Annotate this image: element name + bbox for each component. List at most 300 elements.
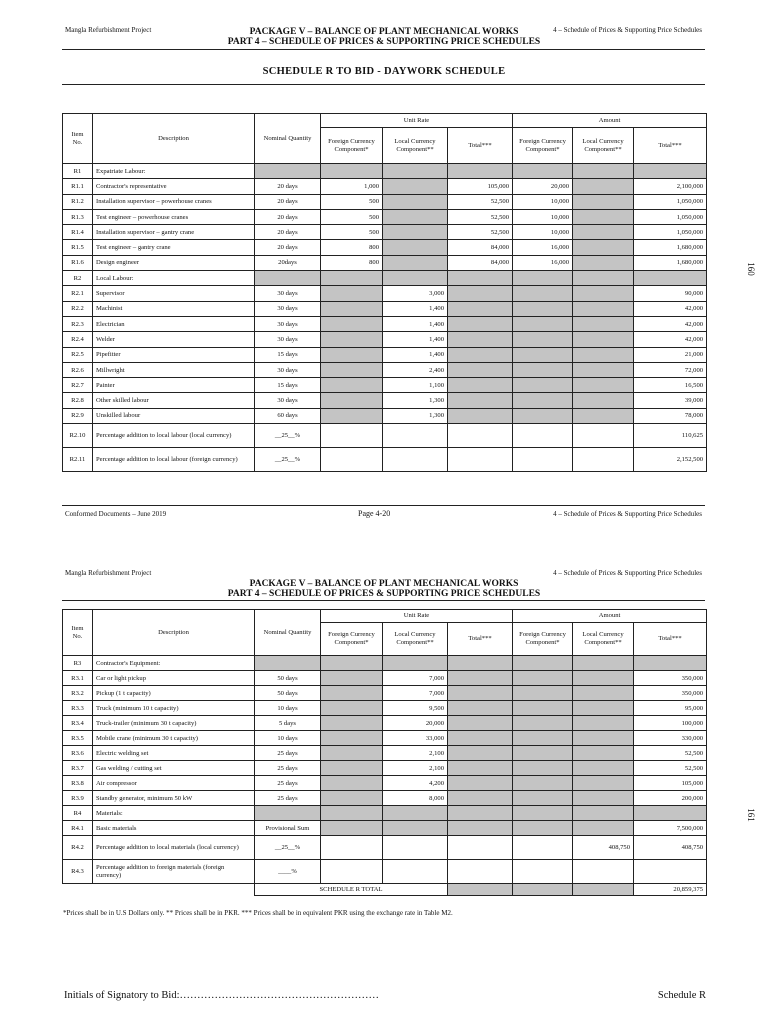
cell-item-no: R2.9 [63,408,93,423]
cell-description: Electric welding set [93,746,255,761]
cell-rate-foreign [321,701,383,716]
cell-amount-local [573,686,634,701]
daywork-table-2 [62,609,707,896]
cell-amount-local [573,271,634,286]
cell-amount-local [573,860,634,884]
cell-rate-local: 7,000 [383,686,448,701]
table-row [63,393,707,408]
header-left: Mangla Refurbishment Project [65,26,152,34]
cell-quantity: 15 days [255,378,321,393]
cell-item-no: R3.6 [63,746,93,761]
cell-rate-local: 2,400 [383,362,448,377]
cell-quantity: 10 days [255,701,321,716]
cell-amount-total: 7,500,000 [634,821,707,836]
cell-description: Test engineer – gantry crane [93,240,255,255]
cell-description: Percentage addition to local labour (local currency) [93,424,255,448]
cell-item-no: R3.5 [63,731,93,746]
part-title: PART 4 – SCHEDULE OF PRICES & SUPPORTING PRICE SCHEDULES [227,37,541,47]
cell-rate-total [448,860,513,884]
cell-amount-foreign [513,347,573,362]
cell-rate-local: 9,500 [383,701,448,716]
package-title: PACKAGE V – BALANCE OF PLANT MECHANICAL WORKS [249,27,519,37]
cell-description: Percentage addition to foreign materials (foreign currency) [93,860,255,884]
cell-amount-local [573,179,634,194]
col-quantity: Nominal Quantity [255,114,321,164]
cell-quantity: 25 days [255,746,321,761]
cell-amount-foreign [513,806,573,821]
cell-amount-foreign [513,701,573,716]
col-rate-total-2: Total*** [448,623,513,656]
cell-quantity: 20 days [255,225,321,240]
cell-amount-local [573,776,634,791]
section-row [63,164,707,179]
cell-amount-local [573,806,634,821]
header-right: 4 – Schedule of Prices & Supporting Price Schedules [553,26,702,34]
cell-amount-total: 2,100,000 [634,179,707,194]
cell-amount-total: 52,500 [634,746,707,761]
cell-rate-total [448,656,513,671]
cell-rate-foreign: 1,000 [321,179,383,194]
cell-rate-total [448,791,513,806]
total-label: SCHEDULE R TOTAL [255,884,448,896]
cell-amount-foreign: 10,000 [513,209,573,224]
cell-rate-foreign [321,164,383,179]
cell-item-no: R1.5 [63,240,93,255]
cell-description: Electrician [93,316,255,331]
schedule-label: Schedule R [657,990,706,1001]
cell-description: Installation supervisor – powerhouse cranes [93,194,255,209]
cell-rate-total [448,286,513,301]
cell-amount-local [573,240,634,255]
col-unit-rate-2: Unit Rate [321,610,513,623]
cell-description: Truck (minimum 10 t capacity) [93,701,255,716]
section-row [63,271,707,286]
cell-item-no: R4.2 [63,836,93,860]
cell-amount-total [634,656,707,671]
col-rate-foreign: Foreign Currency Component* [321,128,383,164]
cell-amount-total: 95,000 [634,701,707,716]
cell-item-no: R3.4 [63,716,93,731]
cell-rate-local: 1,400 [383,332,448,347]
col-amount-local-2: Local Currency Component** [573,623,634,656]
cell-amount-local [573,731,634,746]
cell-amount-local [573,791,634,806]
cell-rate-local [383,271,448,286]
cell-amount-foreign [513,316,573,331]
cell-description: Test engineer – powerhouse cranes [93,209,255,224]
cell-item-no: R2 [63,271,93,286]
cell-rate-foreign [321,301,383,316]
table-row [63,860,707,884]
cell-quantity [255,656,321,671]
cell-rate-total: 52,500 [448,194,513,209]
cell-amount-local [573,448,634,472]
cell-rate-total: 84,000 [448,240,513,255]
cell-rate-total [448,821,513,836]
cell-amount-total: 350,000 [634,671,707,686]
cell-amount-foreign [513,408,573,423]
footer-rule [62,505,705,506]
cell-rate-total [448,806,513,821]
cell-amount-foreign [513,362,573,377]
cell-quantity: __25__% [255,424,321,448]
cell-description: Air compressor [93,776,255,791]
table-row [63,746,707,761]
cell-amount-total [634,860,707,884]
cell-amount-local [573,761,634,776]
cell-rate-local [383,860,448,884]
cell-item-no: R2.11 [63,448,93,472]
schedule-title: SCHEDULE R TO BID - DAYWORK SCHEDULE [262,66,506,77]
cell-rate-foreign [321,860,383,884]
cell-quantity: 5 days [255,716,321,731]
cell-quantity: __25__% [255,836,321,860]
table-row [63,209,707,224]
currency-note: *Prices shall be in U.S Dollars only. ** Prices shall be in PKR. *** Prices shall be in equivalent PKR using the exchange rate in Table M2. [63,909,453,917]
cell-rate-foreign [321,821,383,836]
col-amount-total-2: Total*** [634,623,707,656]
cell-amount-local [573,393,634,408]
cell-rate-local: 1,100 [383,378,448,393]
col-amount-local: Local Currency Component** [573,128,634,164]
cell-amount-foreign [513,761,573,776]
cell-description: Welder [93,332,255,347]
cell-amount-local [573,408,634,423]
cell-rate-total [448,701,513,716]
cell-amount-local [573,424,634,448]
table-row [63,776,707,791]
cell-rate-total [448,746,513,761]
table-row [63,362,707,377]
cell-item-no: R3.9 [63,791,93,806]
header-rule-2 [62,600,705,601]
cell-quantity: Provisional Sum [255,821,321,836]
cell-rate-local [383,209,448,224]
cell-rate-foreign: 500 [321,209,383,224]
cell-rate-local: 1,400 [383,347,448,362]
cell-rate-total [448,393,513,408]
cell-amount-foreign [513,424,573,448]
cell-quantity: 30 days [255,301,321,316]
cell-description: Unskilled labour [93,408,255,423]
cell-rate-total [448,316,513,331]
cell-rate-local [383,448,448,472]
cell-quantity: 20 days [255,179,321,194]
cell-amount-local [573,225,634,240]
package-title-2: PACKAGE V – BALANCE OF PLANT MECHANICAL WORKS [249,579,519,589]
table-row [63,761,707,776]
col-amount-foreign-2: Foreign Currency Component* [513,623,573,656]
cell-quantity: 30 days [255,316,321,331]
cell-amount-total: 42,000 [634,316,707,331]
col-amount-2: Amount [513,610,707,623]
cell-quantity: 30 days [255,286,321,301]
table-row [63,332,707,347]
cell-rate-foreign [321,761,383,776]
cell-amount-local [573,716,634,731]
cell-rate-total [448,424,513,448]
table-row [63,347,707,362]
cell-rate-total [448,271,513,286]
initials-line: Initials of Signatory to Bid:………………………………………………… [64,990,379,1001]
footer-left: Conformed Documents – June 2019 [65,510,167,518]
cell-item-no: R1 [63,164,93,179]
cell-amount-foreign [513,271,573,286]
cell-description: Painter [93,378,255,393]
table-row [63,194,707,209]
side-page-number: 160 [745,262,756,276]
col-item-no-2: Item No. [63,610,93,656]
cell-rate-total [448,332,513,347]
cell-rate-foreign [321,347,383,362]
cell-item-no: R3 [63,656,93,671]
cell-amount-foreign [513,836,573,860]
col-description: Description [93,114,255,164]
cell-quantity: 25 days [255,776,321,791]
cell-rate-local [383,806,448,821]
cell-quantity: 20 days [255,209,321,224]
cell-rate-total [448,347,513,362]
cell-item-no: R1.1 [63,179,93,194]
header-right-2: 4 – Schedule of Prices & Supporting Price Schedules [553,569,702,577]
cell-rate-foreign [321,731,383,746]
cell-rate-foreign: 800 [321,255,383,270]
cell-quantity: 15 days [255,347,321,362]
cell-quantity [255,164,321,179]
total-shaded-cell [573,884,634,896]
cell-amount-local [573,194,634,209]
cell-rate-foreign [321,271,383,286]
cell-amount-foreign: 10,000 [513,225,573,240]
table-row [63,179,707,194]
cell-rate-foreign [321,776,383,791]
cell-rate-foreign [321,424,383,448]
cell-amount-local [573,821,634,836]
cell-quantity: 50 days [255,671,321,686]
cell-amount-foreign [513,716,573,731]
cell-item-no: R1.3 [63,209,93,224]
cell-description: Materials: [93,806,255,821]
table-row [63,301,707,316]
cell-rate-total: 52,500 [448,225,513,240]
cell-amount-local [573,332,634,347]
cell-item-no: R2.3 [63,316,93,331]
cell-rate-total [448,716,513,731]
col-rate-local: Local Currency Component** [383,128,448,164]
cell-quantity: 10 days [255,731,321,746]
cell-amount-total: 1,050,000 [634,209,707,224]
cell-amount-total: 2,152,500 [634,448,707,472]
cell-amount-foreign [513,776,573,791]
cell-rate-total [448,164,513,179]
cell-amount-local [573,316,634,331]
cell-amount-total: 1,050,000 [634,225,707,240]
cell-rate-local: 4,200 [383,776,448,791]
cell-amount-foreign [513,656,573,671]
cell-description: Other skilled labour [93,393,255,408]
cell-description: Design engineer [93,255,255,270]
cell-amount-foreign [513,164,573,179]
cell-rate-total [448,731,513,746]
cell-rate-local [383,424,448,448]
section-row [63,656,707,671]
table-row [63,701,707,716]
cell-rate-foreign [321,408,383,423]
col-amount: Amount [513,114,707,128]
header-rule [62,49,705,50]
cell-rate-foreign [321,316,383,331]
cell-quantity: 25 days [255,791,321,806]
cell-rate-total [448,301,513,316]
col-rate-foreign-2: Foreign Currency Component* [321,623,383,656]
cell-quantity: 30 days [255,362,321,377]
cell-rate-total [448,776,513,791]
cell-amount-foreign [513,378,573,393]
footer-right: 4 – Schedule of Prices & Supporting Price Schedules [553,510,702,518]
cell-item-no: R4.1 [63,821,93,836]
total-shaded-cell [448,884,513,896]
cell-rate-local: 1,300 [383,408,448,423]
cell-item-no: R2.1 [63,286,93,301]
cell-rate-foreign [321,362,383,377]
cell-item-no: R2.4 [63,332,93,347]
cell-rate-foreign [321,671,383,686]
table-row [63,255,707,270]
side-page-number-2: 161 [745,808,756,822]
cell-amount-local [573,347,634,362]
cell-amount-local [573,164,634,179]
cell-rate-total [448,362,513,377]
total-spacer [63,884,255,896]
cell-description: Percentage addition to local labour (foreign currency) [93,448,255,472]
cell-quantity: 60 days [255,408,321,423]
cell-rate-total [448,408,513,423]
table-row [63,378,707,393]
cell-rate-total [448,448,513,472]
cell-item-no: R3.2 [63,686,93,701]
cell-rate-local: 1,400 [383,316,448,331]
table-row [63,791,707,806]
cell-rate-local: 20,000 [383,716,448,731]
cell-amount-total: 110,625 [634,424,707,448]
cell-description: Expatriate Labour: [93,164,255,179]
cell-amount-total: 350,000 [634,686,707,701]
cell-amount-total: 78,000 [634,408,707,423]
table-row [63,225,707,240]
cell-description: Car or light pickup [93,671,255,686]
header-left-2: Mangla Refurbishment Project [65,569,152,577]
cell-amount-total: 1,680,000 [634,255,707,270]
cell-item-no: R3.7 [63,761,93,776]
cell-rate-total: 52,500 [448,209,513,224]
cell-item-no: R3.8 [63,776,93,791]
cell-item-no: R2.2 [63,301,93,316]
cell-description: Contractor's representative [93,179,255,194]
cell-amount-foreign [513,791,573,806]
table-row [63,821,707,836]
cell-quantity: 30 days [255,332,321,347]
cell-amount-total: 72,000 [634,362,707,377]
cell-amount-foreign [513,731,573,746]
cell-rate-total [448,761,513,776]
cell-amount-total: 42,000 [634,301,707,316]
cell-item-no: R1.4 [63,225,93,240]
cell-amount-foreign: 16,000 [513,240,573,255]
total-value: 20,859,375 [634,884,707,896]
cell-rate-local [383,240,448,255]
cell-rate-local [383,164,448,179]
cell-description: Truck-trailer (minimum 30 t capacity) [93,716,255,731]
cell-rate-foreign: 500 [321,194,383,209]
cell-rate-local: 33,000 [383,731,448,746]
cell-amount-total: 52,500 [634,761,707,776]
cell-amount-total [634,164,707,179]
cell-amount-foreign [513,671,573,686]
cell-rate-foreign [321,806,383,821]
cell-rate-foreign [321,332,383,347]
cell-rate-foreign [321,656,383,671]
cell-item-no: R2.8 [63,393,93,408]
cell-quantity: ____% [255,860,321,884]
cell-rate-local [383,255,448,270]
cell-amount-foreign [513,286,573,301]
cell-item-no: R1.2 [63,194,93,209]
cell-rate-local [383,225,448,240]
cell-rate-local: 7,000 [383,671,448,686]
cell-rate-foreign [321,378,383,393]
cell-quantity: 20 days [255,240,321,255]
table-row [63,731,707,746]
cell-item-no: R3.3 [63,701,93,716]
cell-quantity: __25__% [255,448,321,472]
cell-amount-local [573,701,634,716]
cell-amount-local [573,671,634,686]
col-rate-local-2: Local Currency Component** [383,623,448,656]
cell-rate-local [383,656,448,671]
cell-description: Mobile crane (minimum 30 t capacity) [93,731,255,746]
col-amount-total: Total*** [634,128,707,164]
cell-amount-local [573,255,634,270]
cell-description: Basic materials [93,821,255,836]
cell-quantity: 30 days [255,393,321,408]
cell-amount-total: 100,000 [634,716,707,731]
cell-amount-foreign [513,746,573,761]
table-row [63,316,707,331]
cell-description: Contractor's Equipment: [93,656,255,671]
cell-rate-total [448,836,513,860]
cell-description: Standby generator, minimum 50 kW [93,791,255,806]
cell-item-no: R1.6 [63,255,93,270]
table-row [63,240,707,255]
cell-amount-local [573,378,634,393]
title-rule [62,84,705,85]
col-unit-rate: Unit Rate [321,114,513,128]
cell-rate-local: 2,100 [383,761,448,776]
cell-description: Gas welding / cutting set [93,761,255,776]
cell-rate-local: 1,300 [383,393,448,408]
cell-rate-total [448,686,513,701]
cell-amount-local: 408,750 [573,836,634,860]
cell-quantity [255,271,321,286]
cell-description: Supervisor [93,286,255,301]
table-row [63,686,707,701]
cell-amount-local [573,209,634,224]
cell-item-no: R2.6 [63,362,93,377]
cell-item-no: R2.7 [63,378,93,393]
cell-rate-foreign [321,393,383,408]
cell-rate-total [448,671,513,686]
cell-amount-local [573,746,634,761]
